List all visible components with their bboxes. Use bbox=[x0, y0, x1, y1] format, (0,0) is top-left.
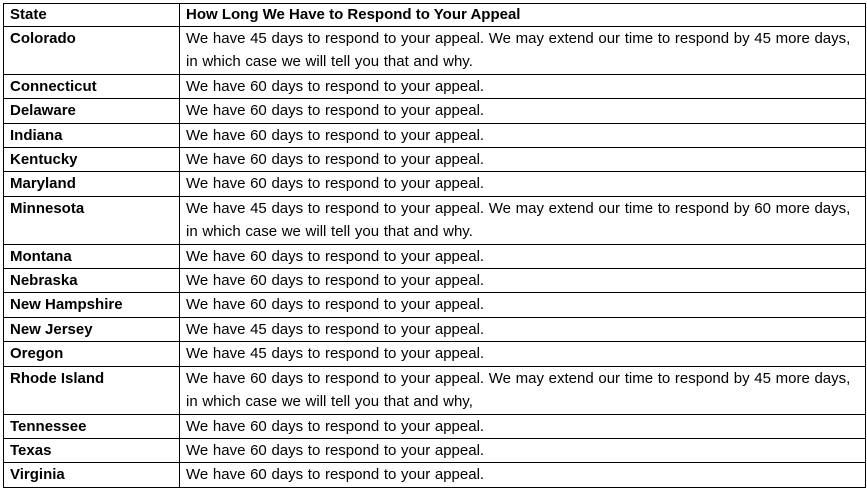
state-cell: Colorado bbox=[4, 27, 180, 75]
response-cell: We have 60 days to respond to your appeal. bbox=[180, 172, 866, 196]
response-cell: We have 60 days to respond to your appeal. bbox=[180, 123, 866, 147]
response-cell: We have 60 days to respond to your appeal. bbox=[180, 148, 866, 172]
response-cell: We have 60 days to respond to your appeal. bbox=[180, 269, 866, 293]
state-cell: Rhode Island bbox=[4, 366, 180, 414]
table-header-row bbox=[4, 4, 866, 27]
state-cell: New Jersey bbox=[4, 317, 180, 341]
response-cell: We have 60 days to respond to your appeal. bbox=[180, 99, 866, 123]
state-cell: Montana bbox=[4, 244, 180, 268]
table-row bbox=[4, 317, 866, 341]
state-cell: Minnesota bbox=[4, 196, 180, 244]
response-time-column-header: How Long We Have to Respond to Your Appeal bbox=[180, 4, 866, 27]
table-row bbox=[4, 342, 866, 366]
response-cell: We have 45 days to respond to your appeal. We may extend our time to respond by 45 more days, in which case we will tell you that and why. bbox=[180, 27, 866, 75]
table-row bbox=[4, 463, 866, 487]
state-cell: Kentucky bbox=[4, 148, 180, 172]
state-cell: Connecticut bbox=[4, 74, 180, 98]
table-row bbox=[4, 148, 866, 172]
state-cell: Indiana bbox=[4, 123, 180, 147]
response-cell: We have 45 days to respond to your appeal. bbox=[180, 342, 866, 366]
state-cell: Oregon bbox=[4, 342, 180, 366]
response-cell: We have 60 days to respond to your appeal. bbox=[180, 414, 866, 438]
response-cell: We have 60 days to respond to your appeal. bbox=[180, 74, 866, 98]
state-cell: Nebraska bbox=[4, 269, 180, 293]
state-cell: Texas bbox=[4, 438, 180, 462]
response-cell: We have 60 days to respond to your appeal. bbox=[180, 463, 866, 487]
state-cell: New Hampshire bbox=[4, 293, 180, 317]
state-cell: Tennessee bbox=[4, 414, 180, 438]
state-cell: Delaware bbox=[4, 99, 180, 123]
table-row bbox=[4, 414, 866, 438]
table-row bbox=[4, 99, 866, 123]
table-row bbox=[4, 123, 866, 147]
table-row bbox=[4, 27, 866, 75]
state-cell: Virginia bbox=[4, 463, 180, 487]
table-row bbox=[4, 74, 866, 98]
response-cell: We have 60 days to respond to your appeal. We may extend our time to respond by 45 more days, in which case we will tell you that and why, bbox=[180, 366, 866, 414]
response-cell: We have 45 days to respond to your appeal. We may extend our time to respond by 60 more days, in which case we will tell you that and why. bbox=[180, 196, 866, 244]
table-row bbox=[4, 438, 866, 462]
state-cell: Maryland bbox=[4, 172, 180, 196]
table-row bbox=[4, 196, 866, 244]
table-row bbox=[4, 172, 866, 196]
appeal-response-table bbox=[3, 3, 866, 488]
state-column-header: State bbox=[4, 4, 180, 27]
table-row bbox=[4, 244, 866, 268]
table-row bbox=[4, 269, 866, 293]
table-row bbox=[4, 366, 866, 414]
response-cell: We have 60 days to respond to your appeal. bbox=[180, 293, 866, 317]
response-cell: We have 45 days to respond to your appeal. bbox=[180, 317, 866, 341]
response-cell: We have 60 days to respond to your appeal. bbox=[180, 438, 866, 462]
response-cell: We have 60 days to respond to your appeal. bbox=[180, 244, 866, 268]
table-row bbox=[4, 293, 866, 317]
